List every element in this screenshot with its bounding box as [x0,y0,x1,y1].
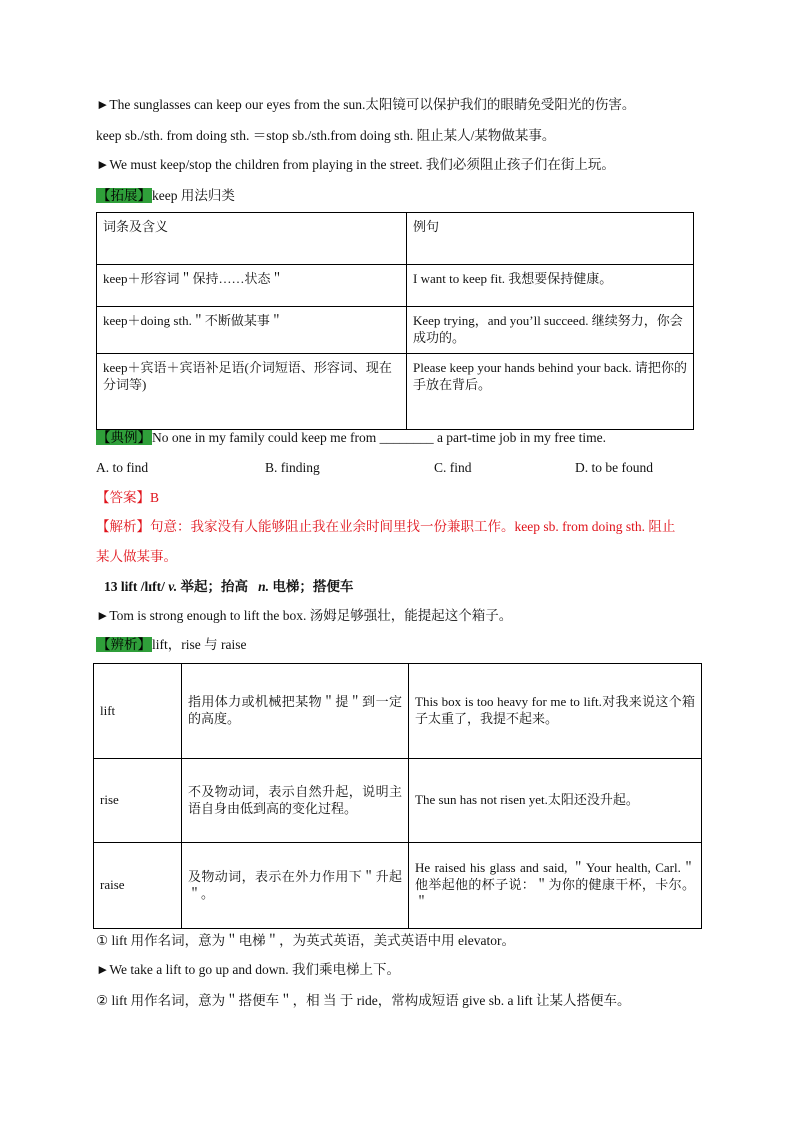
lift-rise-raise-table [93,663,702,929]
table1-cell: I want to keep fit. 我想要保持健康。 [407,265,694,307]
heading-number: 13 [104,579,118,594]
table1-cell: Please keep your hands behind your back. 请把你的手放在背后。 [407,353,694,429]
table1-cell: Keep trying，and you’ll succeed. 继续努力，你会成功的。 [407,307,694,354]
option-d: D. to be found [575,460,653,475]
table1-header-entry: 词条及含义 [97,213,407,265]
table1-cell: keep＋形容词＂保持……状态＂ [97,265,407,307]
table2-word: lift [94,664,182,759]
table2-example: This box is too heavy for me to lift.对我来说这个箱子太重了，我提不起来。 [409,664,702,759]
expand-title: keep 用法归类 [152,188,235,203]
analysis-line-2: 某人做某事。 [96,549,177,564]
heading-meaning-verb: 举起；抬高 [180,579,248,594]
table2-meaning: 指用体力或机械把某物＂提＂到一定的高度。 [182,664,409,759]
example-question [96,430,606,447]
example-sentence-lift: ►We take a lift to go up and down. 我们乘电梯上下。 [96,962,400,977]
table1-cell: keep＋宾语＋宾语补足语(介词短语、形容词、现在分词等) [97,353,407,429]
table2-example: The sun has not risen yet.太阳还没升起。 [409,759,702,843]
note-lift-ride: ② lift 用作名词，意为＂搭便车＂，相 当 于 ride，常构成短语 give sb. a lift 让某人搭便车。 [96,993,631,1008]
analysis-line-1 [96,519,675,536]
example-sentence-tom: ►Tom is strong enough to lift the box. 汤姆足够强壮，能提起这个箱子。 [96,608,513,623]
table2-example: He raised his glass and said, ＂Your health, Carl.＂他举起他的杯子说：＂为你的健康干杯，卡尔。＂ [409,843,702,929]
example-tag: 【典例】 [97,430,151,445]
answer-tag: 【答案】 [96,490,150,505]
note-lift-elevator: ① lift 用作名词，意为＂电梯＂，为英式英语，美式英语中用 elevator。 [96,933,515,948]
analysis-tag: 【解析】 [96,519,150,534]
answer-value: B [150,490,160,505]
example-sentence-children: ►We must keep/stop the children from playing in the street. 我们必须阻止孩子们在街上玩。 [96,157,615,172]
option-c: C. find [434,460,472,475]
table2-meaning: 不及物动词，表示自然升起，说明主语自身由低到高的变化过程。 [182,759,409,843]
phrase-keep-from: keep sb./sth. from doing sth. ＝stop sb./sth.from doing sth. 阻止某人/某物做某事。 [96,128,556,143]
distinguish-heading [96,637,246,654]
answer-line [96,490,159,507]
expand-tag: 【拓展】 [97,188,151,203]
heading-pos-noun: n. [258,579,270,594]
word-heading-13 [104,579,353,596]
table2-word: raise [94,843,182,929]
table1-cell: keep＋doing sth.＂不断做某事＂ [97,307,407,354]
keep-usage-table [96,212,694,430]
table1-header-example: 例句 [407,213,694,265]
analysis-text: 句意：我家没有人能够阻止我在业余时间里找一份兼职工作。keep sb. from doing sth. 阻止 [150,519,676,534]
distinguish-tag: 【辨析】 [97,637,151,652]
distinguish-title: lift，rise 与 raise [152,637,247,652]
heading-word: lift /lɪft/ [120,579,165,594]
option-a: A. to find [96,460,149,475]
example-question-text: No one in my family could keep me from ________ a part-time job in my free time. [152,430,607,445]
option-b: B. finding [265,460,320,475]
table2-meaning: 及物动词，表示在外力作用下＂升起＂。 [182,843,409,929]
heading-meaning-noun: 电梯；搭便车 [272,579,354,594]
heading-pos-verb: v. [168,579,178,594]
example-sentence-sunglasses: ►The sunglasses can keep our eyes from the sun.太阳镜可以保护我们的眼睛免受阳光的伤害。 [96,97,636,112]
table2-word: rise [94,759,182,843]
expand-heading [96,188,235,205]
